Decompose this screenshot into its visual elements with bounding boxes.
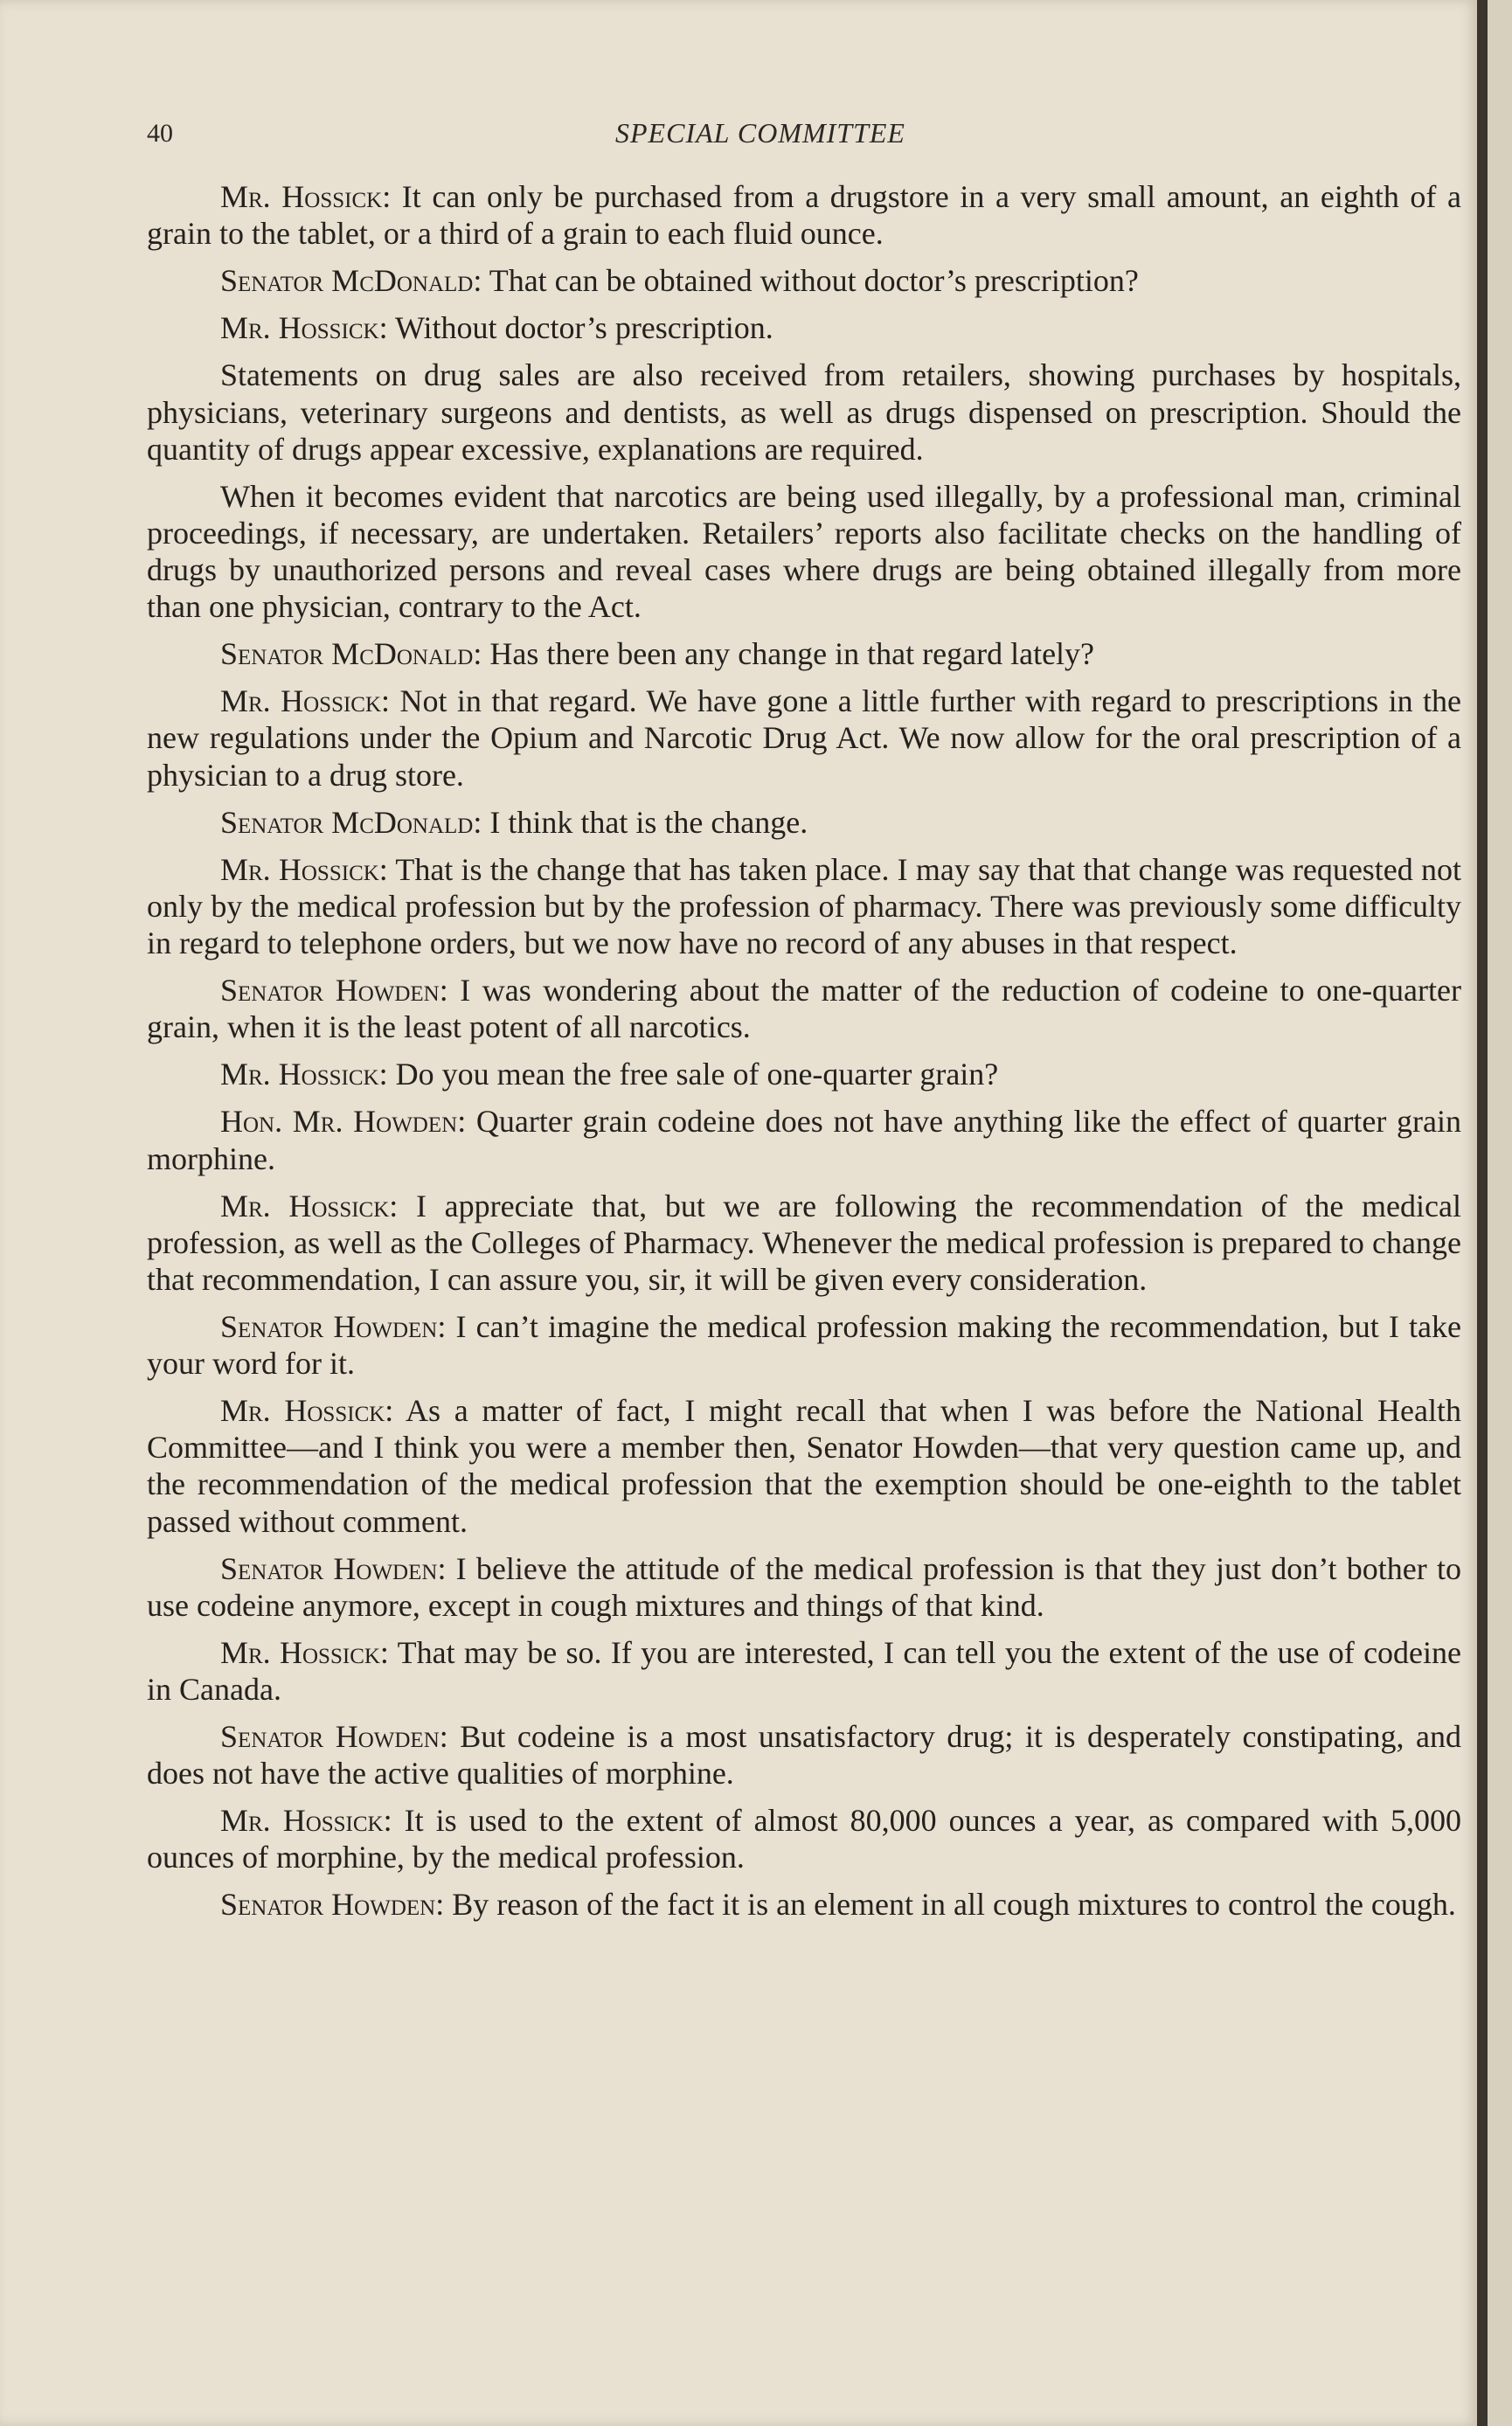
paragraph-6 xyxy=(147,635,1461,672)
paragraph-text: I was wondering about the matter of the reduction of codeine to one-quarter grain, when it is the least potent of all narcotics. xyxy=(147,973,1461,1045)
speaker-name: Mr. Hossick: xyxy=(220,1803,392,1839)
paragraph-15 xyxy=(147,1392,1461,1539)
speaker-name: Senator Howden: xyxy=(220,1550,447,1586)
speaker-name: Mr. Hossick: xyxy=(220,1634,389,1670)
paragraph-text: It can only be purchased from a drugstore in a very small amount, an eighth of a grain to the tablet, or a third of a grain to each fluid ounce. xyxy=(147,179,1461,252)
paragraph-17 xyxy=(147,1634,1461,1708)
speaker-name: Mr. Hossick: xyxy=(220,310,388,346)
paragraph-7 xyxy=(147,683,1461,793)
speaker-name: Senator Howden: xyxy=(220,1887,445,1923)
speaker-name: Mr. Hossick: xyxy=(220,1057,388,1092)
adjacent-page-edge xyxy=(1488,0,1512,2426)
paragraph-text: I can’t imagine the medical profession making the recommendation, but I take your word for it. xyxy=(147,1308,1462,1382)
paragraph-text: Has there been any change in that regard lately? xyxy=(482,636,1095,672)
paragraph-20 xyxy=(147,1886,1461,1923)
paragraph-text: That can be obtained without doctor’s prescription? xyxy=(482,263,1139,299)
running-title: SPECIAL COMMITTEE xyxy=(615,117,905,149)
paragraph-10 xyxy=(147,972,1461,1045)
speaker-name: Mr. Hossick: xyxy=(220,1188,399,1223)
speaker-name: Senator McDonald: xyxy=(220,804,482,840)
paragraph-18 xyxy=(147,1718,1461,1792)
paragraph-12 xyxy=(147,1103,1461,1176)
paragraph-text: As a matter of fact, I might recall that when I was before the National Health Committee—and I think you were a member then, Senator Howden—that very question came up, and the recommendation of the medical profession that the exemption should be one-eighth to the tablet passed without comment. xyxy=(147,1393,1461,1539)
speaker-name: Mr. Hossick: xyxy=(220,851,388,887)
paragraph-text: It is used to the extent of almost 80,000 ounces a year, as compared with 5,000 ounces of morphine, by the medical profession. xyxy=(147,1803,1461,1875)
paragraph-11 xyxy=(147,1056,1461,1092)
paragraph-text: Statements on drug sales are also received from retailers, showing purchases by hospitals, physicians, veterinary surgeons and dentists, as well as drugs dispensed on prescription. Should the quantity of drugs appear excessive, explanations are required. xyxy=(147,357,1461,467)
paragraph-13 xyxy=(147,1188,1461,1298)
speaker-name: Senator Howden: xyxy=(220,1308,447,1344)
paragraph-text: That is the change that has taken place. I may say that that change was requested not only by the medical profession but by the profession of pharmacy. There was previously some difficulty in regard to telephone orders, but we now have no record of any abuses in that respect. xyxy=(147,851,1461,960)
page-number: 40 xyxy=(147,119,173,148)
speaker-name: Hon. Mr. Howden: xyxy=(220,1104,467,1140)
paragraph-text: That may be so. If you are interested, I can tell you the extent of the use of codeine in Canada. xyxy=(147,1634,1462,1707)
paragraph-text: But codeine is a most unsatisfactory drug; it is desperately constipating, and does not have the active qualities of morphine. xyxy=(147,1719,1461,1792)
paragraph-2 xyxy=(147,262,1461,299)
speaker-name: Mr. Hossick: xyxy=(220,179,392,214)
paragraph-9 xyxy=(147,851,1461,961)
paragraph-text: Do you mean the free sale of one-quarter grain? xyxy=(387,1057,999,1092)
speaker-name: Senator McDonald: xyxy=(220,636,482,672)
binding-gutter xyxy=(1477,0,1488,2426)
paragraph-1 xyxy=(147,178,1461,252)
speaker-name: Senator McDonald: xyxy=(220,263,482,299)
paragraph-8 xyxy=(147,804,1461,841)
paragraph-text: I believe the attitude of the medical profession is that they just don’t bother to use codeine anymore, except in cough mixtures and things of that kind. xyxy=(147,1550,1461,1623)
page-header xyxy=(147,112,1458,164)
paragraph-text: By reason of the fact it is an element in all cough mixtures to control the cough. xyxy=(444,1887,1456,1923)
paragraph-16 xyxy=(147,1550,1461,1624)
paragraph-4 xyxy=(147,357,1461,467)
paragraph-text: Not in that regard. We have gone a little further with regard to prescriptions in the new regulations under the Opium and Narcotic Drug Act. We now allow for the oral prescription of a physician to a drug store. xyxy=(147,683,1461,793)
page-body xyxy=(147,178,1461,1934)
paragraph-text: When it becomes evident that narcotics are being used illegally, by a professional man, criminal proceedings, if necessary, are undertaken. Retailers’ reports also facilitate checks on the handling of drugs by unauthorized persons and reveal cases where drugs are being obtained illegally from more than one physician, contrary to the Act. xyxy=(147,478,1461,625)
paragraph-text: Without doctor’s prescription. xyxy=(387,310,773,346)
paragraph-text: I appreciate that, but we are following the recommendation of the medical profession, as well as the Colleges of Pharmacy. Whenever the medical profession is prepared to change that recommendation, I can assure you, sir, it will be given every consideration. xyxy=(147,1188,1461,1297)
paragraph-5 xyxy=(147,478,1461,625)
speaker-name: Senator Howden: xyxy=(220,973,448,1009)
paragraph-text: Quarter grain codeine does not have anything like the effect of quarter grain morphine. xyxy=(147,1104,1462,1176)
paragraph-19 xyxy=(147,1802,1461,1875)
speaker-name: Mr. Hossick: xyxy=(220,1393,394,1429)
paragraph-14 xyxy=(147,1308,1461,1382)
paragraph-3 xyxy=(147,309,1461,346)
speaker-name: Mr. Hossick: xyxy=(220,683,391,719)
paragraph-text: I think that is the change. xyxy=(482,804,808,840)
speaker-name: Senator Howden: xyxy=(220,1719,448,1755)
